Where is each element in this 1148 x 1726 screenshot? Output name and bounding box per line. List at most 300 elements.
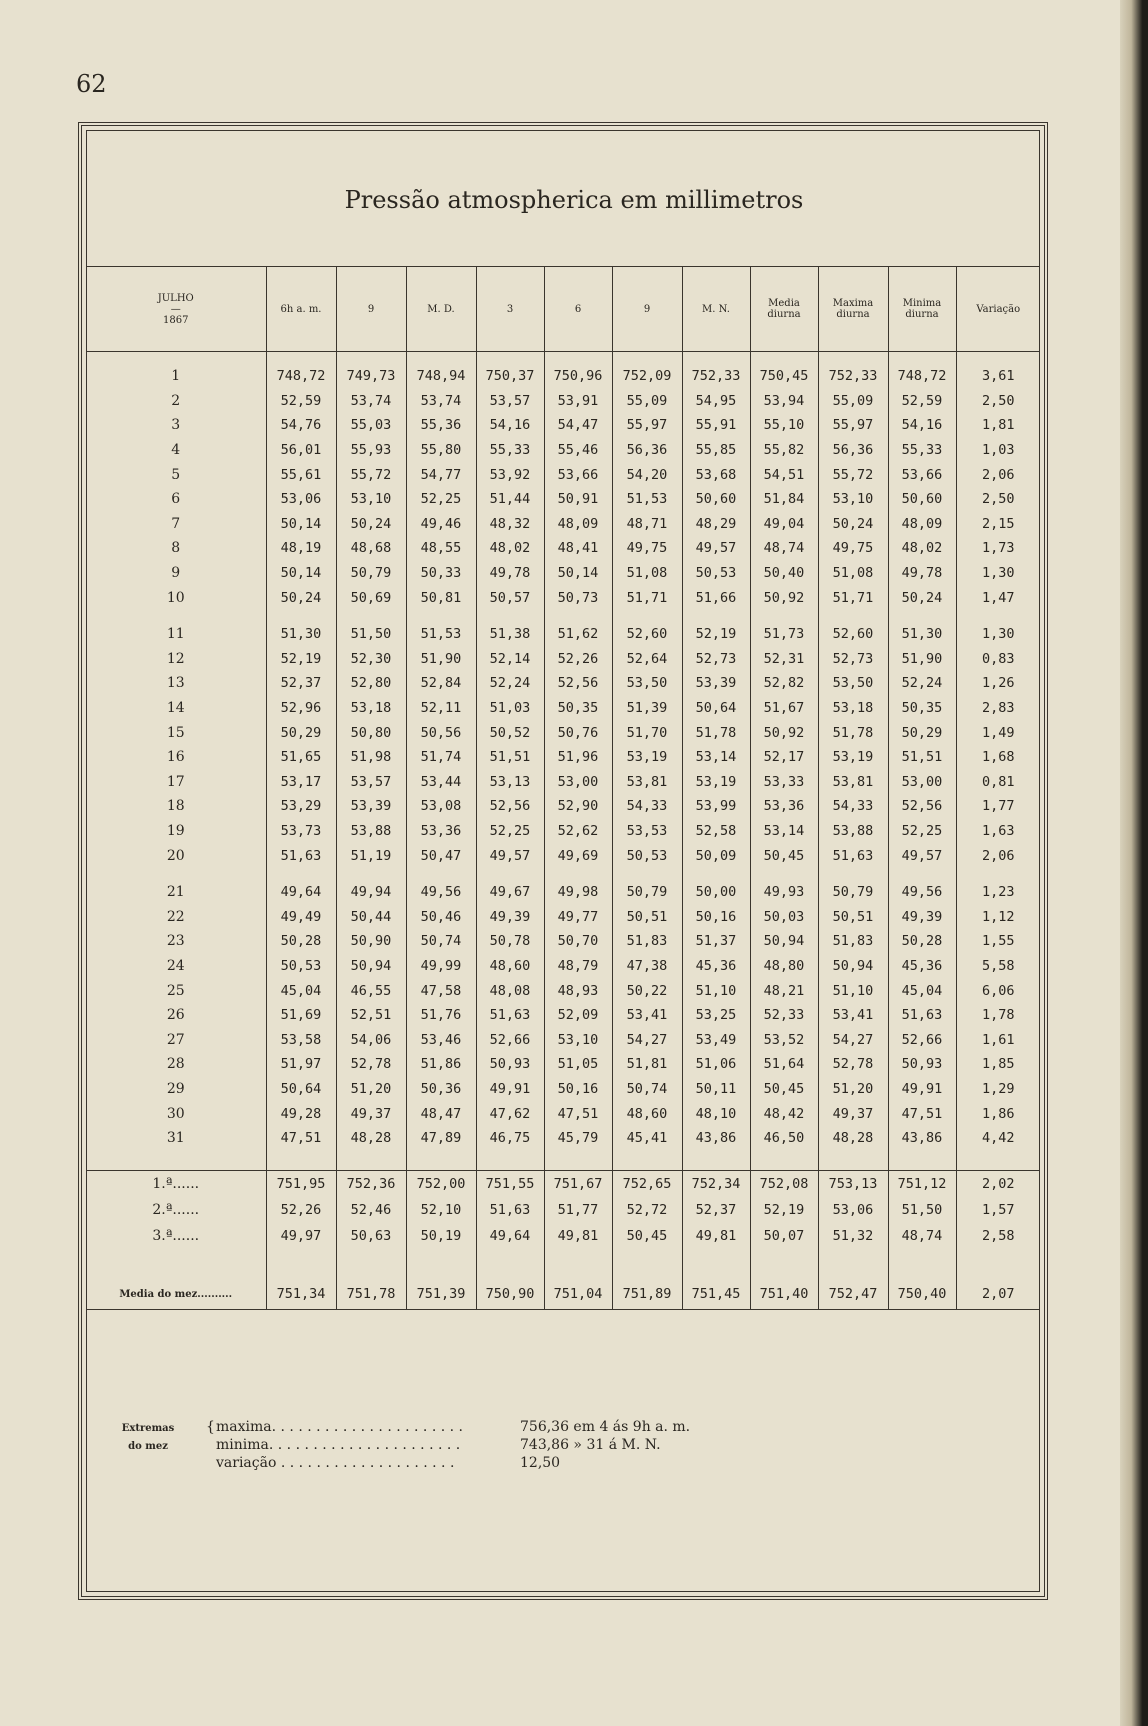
spacer-cell [336, 868, 406, 880]
table-cell: 52,19 [750, 1197, 818, 1223]
extreme-name: variação . . . . . . . . . . . . . . . . . . . . [216, 1455, 455, 1471]
table-cell: 55,85 [682, 438, 750, 463]
table-cell: 52,14 [476, 647, 544, 672]
spacer-cell [266, 610, 336, 622]
table-cell: 51,19 [336, 843, 406, 868]
spacer-cell [336, 1249, 406, 1279]
table-row [86, 843, 1040, 868]
table-cell: 1,85 [956, 1052, 1040, 1077]
extreme-name: minima. . . . . . . . . . . . . . . . . . . . . . [216, 1437, 461, 1453]
table-cell: 52,59 [888, 389, 956, 414]
spacer-cell [682, 868, 750, 880]
table-cell: 53,36 [750, 794, 818, 819]
spacer-cell [750, 352, 818, 365]
table-cell: 2,83 [956, 696, 1040, 721]
table-cell: 50,57 [476, 585, 544, 610]
table-cell: 50,79 [818, 880, 888, 905]
table-cell: 55,72 [336, 462, 406, 487]
col-header: 6h a. m. [266, 267, 336, 352]
table-cell: 51,96 [544, 745, 612, 770]
table-cell: 46,55 [336, 978, 406, 1003]
row-label: 20 [166, 847, 185, 864]
table-cell: 53,41 [612, 1003, 682, 1028]
page-number: 62 [76, 70, 107, 98]
pressure-table [86, 266, 1040, 1310]
table-row [86, 1003, 1040, 1028]
table-cell: 53,68 [682, 462, 750, 487]
table-cell: 47,51 [544, 1101, 612, 1126]
table-row [86, 1197, 1040, 1223]
table-cell: 50,92 [750, 585, 818, 610]
table-cell: 53,57 [476, 389, 544, 414]
year-label: 1867 [163, 314, 189, 326]
row-label: 17 [166, 773, 185, 790]
table-cell: 54,27 [612, 1027, 682, 1052]
row-label: 11 [166, 626, 185, 643]
table-cell: 47,51 [266, 1126, 336, 1151]
table-cell: 50,74 [612, 1077, 682, 1102]
spacer-cell [612, 352, 682, 365]
table-cell: 751,45 [682, 1279, 750, 1310]
table-cell: 55,33 [888, 438, 956, 463]
table-cell: 753,13 [818, 1171, 888, 1198]
row-label: 28 [166, 1056, 185, 1073]
table-cell: 52,46 [336, 1197, 406, 1223]
table-cell: 750,90 [476, 1279, 544, 1310]
table-cell: 50,03 [750, 904, 818, 929]
table-cell: 54,33 [612, 794, 682, 819]
spacer-cell [956, 610, 1040, 622]
table-cell: 52,19 [266, 647, 336, 672]
table-cell: 54,51 [750, 462, 818, 487]
table-cell: 50,94 [336, 954, 406, 979]
spacer-row [86, 1150, 1040, 1171]
table-cell: 50,53 [682, 561, 750, 586]
table-row [86, 1027, 1040, 1052]
table-cell: 52,62 [544, 819, 612, 844]
spacer-cell [86, 1249, 266, 1279]
table-cell: 50,29 [266, 720, 336, 745]
table-cell: 52,64 [612, 647, 682, 672]
table-cell: 52,56 [544, 671, 612, 696]
table-cell: 50,46 [406, 904, 476, 929]
table-cell: 50,47 [406, 843, 476, 868]
table-cell: 51,98 [336, 745, 406, 770]
table-cell: 53,88 [336, 819, 406, 844]
row-label: 15 [166, 724, 185, 741]
table-cell: 52,60 [612, 622, 682, 647]
table-cell: 48,47 [406, 1101, 476, 1126]
table-cell: 51,78 [818, 720, 888, 745]
table-cell: 51,10 [818, 978, 888, 1003]
page-title: Pressão atmospherica em millimetros [344, 186, 804, 214]
table-cell: 2,58 [956, 1223, 1040, 1249]
spacer-cell [406, 1249, 476, 1279]
table-cell: 49,78 [476, 561, 544, 586]
table-cell: 6,06 [956, 978, 1040, 1003]
table-cell: 55,72 [818, 462, 888, 487]
table-cell: 48,28 [818, 1126, 888, 1151]
table-cell: 51,71 [818, 585, 888, 610]
table-cell: 48,29 [682, 512, 750, 537]
table-cell: 49,64 [266, 880, 336, 905]
table-cell: 53,41 [818, 1003, 888, 1028]
table-cell: 1,29 [956, 1077, 1040, 1102]
table-cell: 45,36 [888, 954, 956, 979]
table-cell: 55,09 [818, 389, 888, 414]
table-cell: 50,51 [612, 904, 682, 929]
table-cell: 4,42 [956, 1126, 1040, 1151]
table-cell: 48,80 [750, 954, 818, 979]
table-row [86, 904, 1040, 929]
table-cell: 53,58 [266, 1027, 336, 1052]
table-cell: 52,58 [682, 819, 750, 844]
col-header: M. N. [682, 267, 750, 352]
table-cell: 1,12 [956, 904, 1040, 929]
row-label: 25 [166, 982, 185, 999]
table-cell: 48,41 [544, 536, 612, 561]
table-cell: 56,01 [266, 438, 336, 463]
table-cell: 752,00 [406, 1171, 476, 1198]
spacer-cell [266, 1249, 336, 1279]
table-cell: 1,63 [956, 819, 1040, 844]
table-cell: 53,53 [612, 819, 682, 844]
spacer-cell [612, 1150, 682, 1171]
table-cell: 50,14 [544, 561, 612, 586]
col-header: 9 [612, 267, 682, 352]
col-header: Maxima diurna [818, 267, 888, 352]
table-cell: 752,09 [612, 364, 682, 389]
table-cell: 53,66 [544, 462, 612, 487]
extremes-names [216, 1418, 496, 1472]
table-cell: 46,50 [750, 1126, 818, 1151]
table-cell: 54,47 [544, 413, 612, 438]
col-header: M. D. [406, 267, 476, 352]
table-cell: 53,13 [476, 770, 544, 795]
table-cell: 55,33 [476, 438, 544, 463]
table-cell: 50,19 [406, 1223, 476, 1249]
spacer-cell [888, 610, 956, 622]
table-cell: 752,34 [682, 1171, 750, 1198]
table-cell: 50,09 [682, 843, 750, 868]
table-cell: 49,81 [544, 1223, 612, 1249]
spacer-cell [818, 1249, 888, 1279]
table-cell: 49,37 [336, 1101, 406, 1126]
table-cell: 50,07 [750, 1223, 818, 1249]
table-cell: 50,78 [476, 929, 544, 954]
table-cell: 51,30 [266, 622, 336, 647]
table-cell: 51,20 [336, 1077, 406, 1102]
table-cell: 53,36 [406, 819, 476, 844]
table-cell: 54,77 [406, 462, 476, 487]
table-cell: 50,53 [612, 843, 682, 868]
month-dash: — [170, 303, 181, 315]
table-cell: 0,81 [956, 770, 1040, 795]
table-cell: 50,70 [544, 929, 612, 954]
table-cell: 51,32 [818, 1223, 888, 1249]
table-cell: 52,26 [266, 1197, 336, 1223]
row-label: 30 [166, 1105, 185, 1122]
spacer-cell [818, 352, 888, 365]
table-cell: 49,28 [266, 1101, 336, 1126]
table-cell: 751,55 [476, 1171, 544, 1198]
table-cell: 52,31 [750, 647, 818, 672]
table-cell: 51,74 [406, 745, 476, 770]
spacer-cell [406, 868, 476, 880]
table-cell: 50,60 [888, 487, 956, 512]
spacer-cell [544, 610, 612, 622]
table-cell: 2,07 [956, 1279, 1040, 1310]
table-cell: 53,19 [682, 770, 750, 795]
table-cell: 751,78 [336, 1279, 406, 1310]
table-cell: 50,56 [406, 720, 476, 745]
spacer-cell [86, 868, 266, 880]
table-row [86, 487, 1040, 512]
col-header: Minima diurna [888, 267, 956, 352]
extremes-label: Extremas do mez [121, 1423, 175, 1452]
row-label: 18 [166, 798, 185, 815]
table-cell: 51,97 [266, 1052, 336, 1077]
row-label: 3.ª...... [152, 1228, 200, 1245]
table-cell: 49,64 [476, 1223, 544, 1249]
table-cell: 45,04 [888, 978, 956, 1003]
table-cell: 53,74 [406, 389, 476, 414]
table-cell: 53,74 [336, 389, 406, 414]
table-cell: 51,65 [266, 745, 336, 770]
table-cell: 53,17 [266, 770, 336, 795]
table-cell: 47,58 [406, 978, 476, 1003]
col-header: 3 [476, 267, 544, 352]
table-cell: 54,16 [476, 413, 544, 438]
table-cell: 54,16 [888, 413, 956, 438]
table-cell: 51,44 [476, 487, 544, 512]
table-row [86, 696, 1040, 721]
spacer-cell [266, 868, 336, 880]
table-cell: 55,09 [612, 389, 682, 414]
table-cell: 55,10 [750, 413, 818, 438]
table-cell: 1,55 [956, 929, 1040, 954]
table-cell: 52,84 [406, 671, 476, 696]
table-row [86, 561, 1040, 586]
table-cell: 53,29 [266, 794, 336, 819]
table-cell: 53,00 [888, 770, 956, 795]
table-cell: 51,64 [750, 1052, 818, 1077]
table-cell: 51,73 [750, 622, 818, 647]
table-cell: 53,81 [818, 770, 888, 795]
table-cell: 49,97 [266, 1223, 336, 1249]
table-row [86, 389, 1040, 414]
table-cell: 50,24 [888, 585, 956, 610]
table-cell: 53,18 [818, 696, 888, 721]
table-row [86, 794, 1040, 819]
spacer-cell [544, 868, 612, 880]
table-cell: 51,50 [336, 622, 406, 647]
table-row [86, 364, 1040, 389]
table-cell: 50,93 [476, 1052, 544, 1077]
table-row [86, 1223, 1040, 1249]
table-cell: 2,15 [956, 512, 1040, 537]
table-row [86, 438, 1040, 463]
row-label: 19 [166, 822, 185, 839]
row-label: 24 [166, 957, 185, 974]
table-cell: 49,37 [818, 1101, 888, 1126]
table-cell: 2,50 [956, 389, 1040, 414]
spacer-cell [612, 610, 682, 622]
table-cell: 49,04 [750, 512, 818, 537]
table-cell: 49,49 [266, 904, 336, 929]
spacer-row [86, 352, 1040, 365]
table-cell: 1,77 [956, 794, 1040, 819]
spacer-cell [818, 610, 888, 622]
table-cell: 49,77 [544, 904, 612, 929]
table-row [86, 536, 1040, 561]
row-label: 5 [171, 466, 181, 483]
table-cell: 43,86 [682, 1126, 750, 1151]
table-cell: 51,63 [476, 1197, 544, 1223]
table-cell: 751,12 [888, 1171, 956, 1198]
table-row [86, 880, 1040, 905]
table-cell: 48,74 [750, 536, 818, 561]
table-cell: 51,63 [476, 1003, 544, 1028]
table-cell: 53,33 [750, 770, 818, 795]
table-cell: 52,17 [750, 745, 818, 770]
table-cell: 53,52 [750, 1027, 818, 1052]
table-cell: 1,26 [956, 671, 1040, 696]
table-cell: 50,93 [888, 1052, 956, 1077]
table-row [86, 462, 1040, 487]
col-header: 6 [544, 267, 612, 352]
table-cell: 52,66 [888, 1027, 956, 1052]
table-cell: 53,50 [818, 671, 888, 696]
row-label: 2.ª...... [152, 1202, 200, 1219]
table-cell: 52,25 [476, 819, 544, 844]
table-cell: 50,24 [818, 512, 888, 537]
table-cell: 52,09 [544, 1003, 612, 1028]
row-label: 7 [171, 515, 181, 532]
table-cell: 52,56 [476, 794, 544, 819]
table-cell: 51,08 [818, 561, 888, 586]
table-cell: 53,06 [266, 487, 336, 512]
month-header [86, 267, 266, 352]
table-row [86, 647, 1040, 672]
table-cell: 45,79 [544, 1126, 612, 1151]
table-cell: 51,53 [612, 487, 682, 512]
table-cell: 51,63 [266, 843, 336, 868]
table-cell: 48,19 [266, 536, 336, 561]
table-cell: 1,30 [956, 622, 1040, 647]
table-cell: 51,51 [476, 745, 544, 770]
table-cell: 51,66 [682, 585, 750, 610]
table-cell: 2,02 [956, 1171, 1040, 1198]
table-cell: 48,60 [612, 1101, 682, 1126]
table-cell: 50,91 [544, 487, 612, 512]
month-mean-label: Media do mez.......... [86, 1279, 266, 1310]
table-cell: 751,89 [612, 1279, 682, 1310]
extreme-value: 743,86 » 31 á M. N. [520, 1437, 661, 1453]
table-cell: 1,78 [956, 1003, 1040, 1028]
table-cell: 48,79 [544, 954, 612, 979]
table-cell: 55,91 [682, 413, 750, 438]
table-cell: 50,28 [266, 929, 336, 954]
spacer-cell [406, 1150, 476, 1171]
spacer-cell [818, 1150, 888, 1171]
table-row [86, 1077, 1040, 1102]
table-cell: 751,67 [544, 1171, 612, 1198]
table-cell: 50,45 [612, 1223, 682, 1249]
table-cell: 1,47 [956, 585, 1040, 610]
table-cell: 52,59 [266, 389, 336, 414]
spacer-cell [544, 1150, 612, 1171]
table-cell: 751,40 [750, 1279, 818, 1310]
table-cell: 51,63 [888, 1003, 956, 1028]
table-cell: 55,46 [544, 438, 612, 463]
table-cell: 48,68 [336, 536, 406, 561]
table-cell: 52,10 [406, 1197, 476, 1223]
spacer-cell [682, 610, 750, 622]
table-cell: 51,53 [406, 622, 476, 647]
table-cell: 748,72 [266, 364, 336, 389]
table-row [86, 954, 1040, 979]
table-cell: 51,05 [544, 1052, 612, 1077]
month-mean-row [86, 1279, 1040, 1310]
table-cell: 48,10 [682, 1101, 750, 1126]
table-row [86, 413, 1040, 438]
spacer-cell [956, 1249, 1040, 1279]
table-cell: 49,91 [888, 1077, 956, 1102]
col-header: Media diurna [750, 267, 818, 352]
table-cell: 49,69 [544, 843, 612, 868]
spacer-cell [956, 1150, 1040, 1171]
spacer-cell [750, 868, 818, 880]
table-cell: 53,81 [612, 770, 682, 795]
table-cell: 752,33 [682, 364, 750, 389]
table-cell: 51,06 [682, 1052, 750, 1077]
table-cell: 51,83 [612, 929, 682, 954]
table-cell: 49,75 [818, 536, 888, 561]
table-cell: 48,71 [612, 512, 682, 537]
table-cell: 48,02 [476, 536, 544, 561]
table-cell: 53,18 [336, 696, 406, 721]
spacer-cell [888, 1249, 956, 1279]
extreme-value: 12,50 [520, 1455, 561, 1471]
table-cell: 51,30 [888, 622, 956, 647]
table-cell: 51,03 [476, 696, 544, 721]
table-cell: 48,42 [750, 1101, 818, 1126]
table-cell: 750,37 [476, 364, 544, 389]
table-cell: 48,02 [888, 536, 956, 561]
table-cell: 48,93 [544, 978, 612, 1003]
table-cell: 53,14 [750, 819, 818, 844]
table-row [86, 770, 1040, 795]
spacer-row [86, 610, 1040, 622]
row-label: 26 [166, 1007, 185, 1024]
table-cell: 1,81 [956, 413, 1040, 438]
table-cell: 3,61 [956, 364, 1040, 389]
table-cell: 49,57 [888, 843, 956, 868]
row-label: 13 [166, 675, 185, 692]
table-row [86, 671, 1040, 696]
table-cell: 50,94 [750, 929, 818, 954]
table-cell: 52,90 [544, 794, 612, 819]
table-cell: 49,56 [406, 880, 476, 905]
table-cell: 55,97 [612, 413, 682, 438]
row-label: 10 [166, 589, 185, 606]
row-label: 1 [171, 368, 181, 385]
spacer-cell [476, 1249, 544, 1279]
table-cell: 51,90 [888, 647, 956, 672]
table-cell: 53,08 [406, 794, 476, 819]
table-cell: 53,88 [818, 819, 888, 844]
